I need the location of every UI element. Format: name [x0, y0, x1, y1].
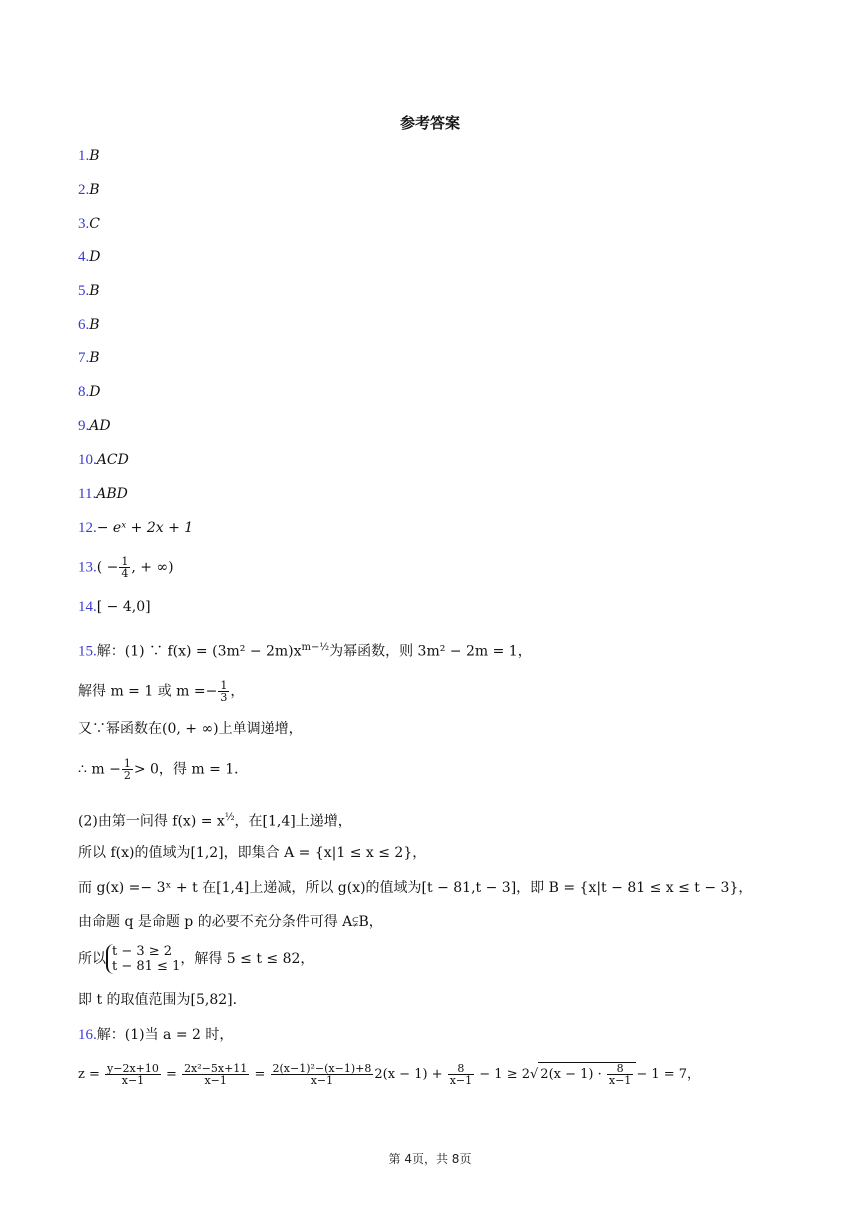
denominator: 3 [220, 691, 228, 704]
answer-number: 13. [78, 559, 97, 576]
numerator: y−2x+10 [107, 1062, 159, 1075]
numerator: 8 [607, 1063, 633, 1075]
answer-number: 14. [78, 599, 97, 615]
answer-11 [78, 484, 128, 504]
answer-value-pre: ( − [96, 559, 119, 576]
fraction [122, 758, 133, 781]
q16-line-2 [78, 1062, 700, 1086]
answer-number: 10. [78, 452, 97, 468]
answer-value: ACD [96, 452, 129, 468]
answer-5 [78, 281, 100, 301]
answer-7 [78, 348, 100, 368]
denominator: x−1 [204, 1074, 227, 1087]
q16-text: 解：(1)当 a = 2 时， [96, 1027, 234, 1043]
q15-line-5 [78, 808, 352, 832]
q16-text: − 1 = 7， [636, 1067, 701, 1082]
fraction [218, 680, 229, 703]
answer-1 [78, 146, 100, 166]
numerator: 1 [123, 757, 131, 770]
answer-value: D [89, 384, 101, 400]
exponent: ½ [224, 812, 235, 823]
answer-number: 1. [78, 148, 90, 164]
answer-value: ABD [96, 486, 128, 502]
sqrt-body [538, 1062, 636, 1086]
equation-system [106, 944, 180, 974]
page-title: 参考答案 [399, 114, 460, 132]
exponent: m−½ [301, 642, 330, 653]
q15-text: ，解得 5 ≤ t ≤ 82， [180, 951, 315, 967]
answer-number: 12. [78, 520, 97, 536]
answer-9 [78, 416, 111, 436]
answer-4 [78, 247, 100, 267]
answer-value-post: , + ∞) [131, 559, 174, 576]
sqrt-sign: √ [530, 1067, 539, 1082]
question-number: 16. [78, 1027, 97, 1043]
answer-12 [78, 518, 193, 538]
answer-value: B [89, 182, 100, 198]
q15-line-2 [78, 680, 244, 703]
answer-number: 7. [78, 350, 90, 366]
answer-number: 9. [78, 418, 90, 434]
answer-value: B [89, 350, 100, 366]
q16-text: − 1 ≥ 2 [479, 1067, 530, 1082]
answer-number: 4. [78, 249, 90, 265]
answer-number: 2. [78, 182, 90, 198]
q15-text: 解得 m = 1 或 m =− [78, 683, 218, 700]
fraction [448, 1063, 474, 1086]
q15-text: (2)由第一问得 f(x) = x [78, 813, 225, 830]
q15-text: 解：(1) ∵ f(x) = (3m² − 2m)x [96, 643, 302, 660]
q15-line-6: 所以 f(x)的值域为[1,2]，即集合 A = {x|1 ≤ x ≤ 2}， [78, 845, 427, 861]
answer-value: AD [89, 418, 111, 434]
denominator: 2 [123, 769, 131, 782]
system-row: t − 3 ≥ 2 [112, 944, 173, 959]
q16-text: z = [78, 1067, 100, 1082]
q15-text: ， [230, 683, 245, 700]
denominator: x−1 [608, 1074, 632, 1087]
equals-sign: = [166, 1067, 177, 1082]
q15-line-4 [78, 758, 248, 781]
q15-line-3: 又∵幂函数在(0, + ∞)上单调递增， [78, 721, 303, 737]
equals-sign: = [254, 1067, 266, 1082]
q15-line-1 [78, 638, 532, 662]
q15-text: 为幂函数，则 3m² − 2m = 1， [329, 643, 532, 660]
q16-line-1 [78, 1025, 233, 1045]
q15-text: ∴ m − [78, 761, 121, 778]
denominator: 4 [121, 567, 129, 580]
numerator: 2(x−1)²−(x−1)+8 [272, 1062, 372, 1075]
question-number: 15. [78, 643, 97, 660]
answer-number: 5. [78, 283, 90, 299]
numerator: 1 [121, 555, 129, 568]
answer-2 [78, 180, 100, 200]
answer-14 [78, 597, 151, 617]
q15-line-8: 由命题 q 是命题 p 的必要不充分条件可得 A⫋B， [78, 914, 383, 930]
answer-number: 6. [78, 317, 90, 333]
answer-3 [78, 214, 100, 234]
answer-value: B [89, 317, 100, 333]
answer-number: 3. [78, 216, 90, 232]
q15-text: ，在[1,4]上递增， [234, 813, 352, 830]
answer-value: [ − 4,0] [96, 599, 151, 615]
q16-text: 2(x − 1) · [540, 1067, 602, 1082]
q15-text: 所以 [78, 951, 106, 967]
fraction [182, 1063, 249, 1086]
q16-text: 2(x − 1) + [374, 1067, 443, 1082]
q15-line-9 [78, 944, 314, 974]
answer-13 [78, 556, 174, 579]
answer-6 [78, 315, 100, 335]
q15-line-7: 而 g(x) =− 3ˣ + t 在[1,4]上递减，所以 g(x)的值域为[t − 81,t − 3]，即 B = {x|t − 81 ≤ x ≤ t − 3}， [78, 880, 753, 896]
fraction [607, 1063, 633, 1086]
fraction [271, 1063, 374, 1086]
denominator: x−1 [310, 1074, 334, 1087]
q15-text: > 0，得 m = 1． [133, 761, 249, 778]
answer-value: C [89, 216, 100, 232]
answer-8 [78, 382, 100, 402]
numerator: 1 [220, 679, 228, 692]
page-footer: 第 4页，共 8页 [388, 1152, 472, 1166]
fraction [119, 556, 130, 579]
answer-number: 8. [78, 384, 90, 400]
answer-number: 11. [78, 486, 97, 502]
system-row: t − 81 ≤ 1 [112, 959, 181, 974]
denominator: x−1 [121, 1074, 145, 1087]
answer-value: B [89, 283, 100, 299]
numerator: 2x²−5x+11 [184, 1062, 248, 1075]
numerator: 8 [448, 1063, 474, 1075]
answer-value: − eˣ + 2x + 1 [96, 520, 194, 536]
q15-line-10: 即 t 的取值范围为[5,82]． [78, 992, 247, 1008]
answer-10 [78, 450, 129, 470]
answer-value: D [89, 249, 101, 265]
denominator: x−1 [449, 1074, 473, 1087]
fraction [105, 1063, 161, 1086]
answer-value: B [89, 148, 100, 164]
